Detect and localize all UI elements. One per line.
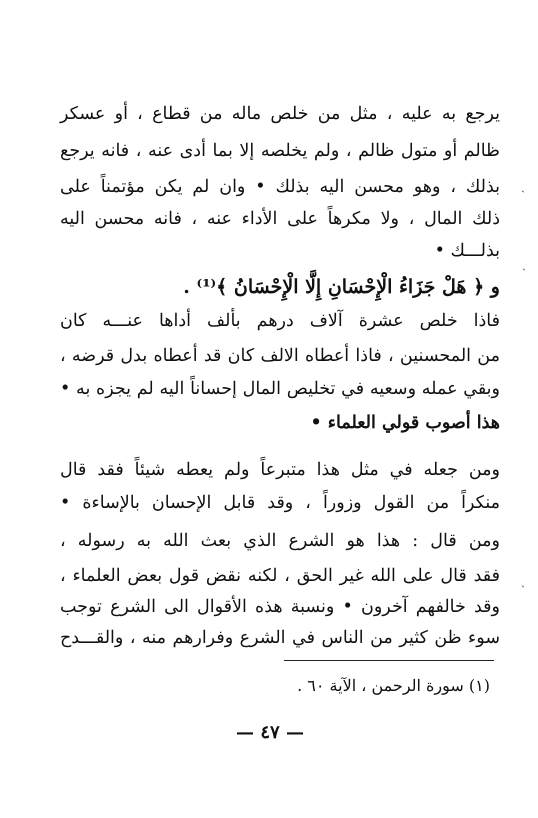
- body-line-7: فاذا خلص عشرة آلاف درهم بألف أداها عنـــه كان: [60, 311, 500, 331]
- margin-mark: ˏ: [521, 574, 525, 588]
- body-line-5: بذلـــك •: [434, 241, 500, 261]
- page-number: — ٤٧ —: [236, 722, 304, 743]
- body-line-10: هذا أصوب قولي العلماء •: [310, 413, 500, 433]
- body-line-12: منكراً من القول وزوراً ، وقد قابل الإحسان بالإساءة •: [60, 493, 500, 513]
- footnote-separator: [284, 660, 494, 661]
- margin-mark: ˏ: [522, 257, 526, 271]
- body-line-14: فقد قال على الله غير الحق ، لكنه نقض قول بعض العلماء ،: [60, 566, 500, 586]
- quran-verse-line: و ﴿ هَلْ جَزَاءُ الْإِحْسَانِ إِلَّا الْإِحْسَانُ ﴾⁽¹⁾ .: [183, 276, 500, 298]
- body-line-9: وبقي عمله وسعيه في تخليص المال إحساناً اليه لم يجزه به •: [60, 379, 500, 399]
- body-line-15: وقد خالفهم آخرون • ونسبة هذه الأقوال الى الشرع توجب: [60, 597, 500, 617]
- body-line-13: ومن قال : هذا هو الشرع الذي بعث الله به رسوله ،: [60, 531, 500, 551]
- body-line-11: ومن جعله في مثل هذا متبرعاً ولم يعطه شيئاً فقد قال: [60, 460, 500, 480]
- body-line-4: ذلك المال ، ولا مكرهاً على الأداء عنه ، فانه محسن اليه: [60, 209, 500, 229]
- footnote: (١) سورة الرحمن ، الآية ٦٠ .: [297, 676, 490, 695]
- body-line-16: سوء ظن كثير من الناس في الشرع وفرارهم منه ، والقـــدح: [60, 628, 500, 648]
- body-line-8: من المحسنين ، فاذا أعطاه الالف كان قد أعطاه بدل قرضه ،: [60, 346, 500, 366]
- body-line-3: بذلك ، وهو محسن اليه بذلك • وان لم يكن مؤتمناً على: [60, 177, 500, 197]
- body-line-2: ظالم أو متول ظالم ، ولم يخلصه إلا بما أدى عنه ، فانه يرجع: [60, 141, 500, 161]
- body-line-1: يرجع به عليه ، مثل من خلص ماله من قطاع ، أو عسكر: [60, 104, 500, 124]
- margin-mark: ˏ: [521, 179, 525, 193]
